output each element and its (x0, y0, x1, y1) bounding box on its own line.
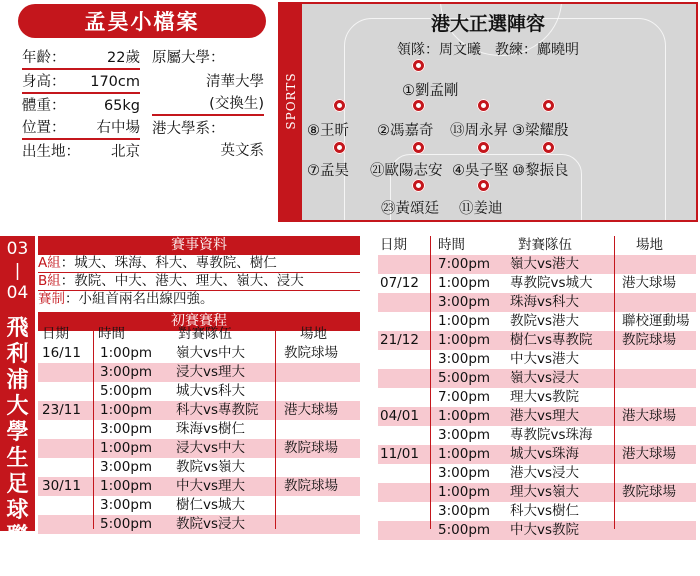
row-venue: 港大球場 (622, 408, 676, 424)
age-label: 年齡： (22, 50, 66, 66)
table-row (378, 255, 696, 274)
weight-row (22, 96, 140, 116)
row-venue: 教院球場 (284, 478, 338, 494)
row-time: 1:00pm (438, 408, 491, 424)
col-venue: 場地 (300, 326, 327, 342)
row-teams: 城大vs科大 (176, 383, 246, 399)
format-label: 賽制 (38, 291, 65, 307)
info-header: 賽事資料 (38, 236, 360, 255)
format (38, 291, 360, 308)
schedule-table-right (378, 236, 696, 538)
row-time: 1:00pm (438, 313, 491, 329)
col-teams: 對賽隊伍 (178, 326, 232, 342)
row-venue: 教院球場 (284, 440, 338, 456)
hku-dept-value: 英文系 (220, 143, 264, 159)
row-time: 1:00pm (100, 440, 153, 456)
row-venue: 聯校運動場 (622, 313, 690, 329)
row-time: 1:00pm (438, 275, 491, 291)
player-name: ③梁耀殷 (512, 123, 569, 139)
sports-label: SPORTS (284, 72, 298, 130)
row-time: 3:00pm (100, 364, 153, 380)
table-row (378, 407, 696, 426)
row-time: 1:00pm (438, 446, 491, 462)
group-b (38, 273, 360, 291)
row-teams: 科大vs樹仁 (510, 503, 580, 519)
row-teams: 專教院vs城大 (510, 275, 593, 291)
col-time: 時間 (438, 237, 465, 253)
row-time: 3:00pm (100, 421, 153, 437)
table-row (378, 274, 696, 293)
profile-details (22, 48, 140, 162)
col-venue: 場地 (636, 237, 663, 253)
position-row (22, 118, 140, 140)
row-date: 16/11 (42, 345, 81, 361)
row-time: 3:00pm (100, 459, 153, 475)
table-row (38, 363, 360, 382)
height-row (22, 72, 140, 94)
table-row (38, 458, 360, 477)
row-teams: 浸大vs中大 (176, 440, 246, 456)
row-time: 3:00pm (438, 351, 491, 367)
date-end: 04 (6, 283, 29, 303)
height-label: 身高： (22, 74, 66, 90)
row-teams: 理大vs教院 (510, 389, 580, 405)
row-time: 1:00pm (100, 478, 153, 494)
profile-title: 孟昊小檔案 (18, 4, 266, 38)
group-b-label: B組 (38, 273, 61, 289)
player-name: ㉑歐陽志安 (370, 163, 443, 179)
table-row (378, 388, 696, 407)
table-header (378, 236, 696, 255)
row-time: 5:00pm (100, 383, 153, 399)
table-row (38, 515, 360, 534)
group-a-teams: ：城大、珠海、科大、專教院、樹仁 (60, 255, 277, 271)
row-date: 21/12 (380, 332, 419, 348)
schedule-table-left (38, 325, 360, 532)
row-teams: 樹仁vs城大 (176, 497, 246, 513)
table-row (38, 496, 360, 515)
table-row (378, 350, 696, 369)
row-date: 07/12 (380, 275, 419, 291)
league-side-title (0, 236, 35, 575)
row-time: 7:00pm (438, 256, 491, 272)
hku-dept-label: 港大學系： (152, 121, 225, 137)
row-date: 30/11 (42, 478, 81, 494)
player-ball (412, 99, 425, 112)
row-time: 1:00pm (100, 345, 153, 361)
row-time: 5:00pm (438, 370, 491, 386)
table-row (378, 483, 696, 502)
info-block (38, 236, 360, 331)
table-divider (430, 236, 431, 529)
row-time: 1:00pm (438, 484, 491, 500)
player-name: ①劉孟剛 (402, 83, 459, 99)
league-dates (0, 238, 35, 304)
table-row (378, 293, 696, 312)
row-teams: 教院vs嶺大 (176, 459, 246, 475)
row-venue: 教院球場 (622, 484, 676, 500)
position-value: 右中場 (96, 120, 140, 136)
table-row (378, 331, 696, 350)
player-name: ㉓黃頌廷 (381, 201, 439, 217)
age-row (22, 48, 140, 70)
player-name: ⑧王昕 (307, 123, 349, 139)
col-time: 時間 (98, 326, 125, 342)
format-text: ：小組首兩名出線四強。 (65, 291, 214, 307)
row-teams: 嶺大vs浸大 (510, 370, 580, 386)
table-row (38, 344, 360, 363)
table-row (378, 312, 696, 331)
row-date: 11/01 (380, 446, 419, 462)
row-teams: 城大vs珠海 (510, 446, 580, 462)
uni-value: 清華大學 (206, 74, 264, 90)
row-teams: 珠海vs樹仁 (176, 421, 246, 437)
row-venue: 教院球場 (622, 332, 676, 348)
player-ball (477, 179, 490, 192)
table-divider (614, 236, 615, 529)
player-name: ④吳子堅 (452, 163, 509, 179)
table-row (378, 369, 696, 388)
lineup-panel (278, 2, 698, 222)
lineup-leaders: 領隊：周文曦 教練：鄺曉明 (397, 42, 579, 58)
table-row (38, 382, 360, 401)
group-a (38, 255, 360, 273)
col-teams: 對賽隊伍 (518, 237, 572, 253)
group-b-teams: ：教院、中大、港大、理大、嶺大、浸大 (60, 273, 304, 289)
row-time: 3:00pm (438, 294, 491, 310)
player-ball (477, 141, 490, 154)
player-ball (333, 99, 346, 112)
row-teams: 教院vs港大 (510, 313, 580, 329)
date-separator: | (14, 261, 21, 281)
profile-university (152, 48, 264, 161)
row-time: 5:00pm (438, 522, 491, 538)
table-row (38, 401, 360, 420)
row-venue: 教院球場 (284, 345, 338, 361)
row-time: 3:00pm (100, 497, 153, 513)
row-time: 3:00pm (438, 503, 491, 519)
lineup-title: 港大正選陣容 (430, 13, 545, 35)
row-time: 3:00pm (438, 427, 491, 443)
row-teams: 科大vs專教院 (176, 402, 259, 418)
player-ball (333, 141, 346, 154)
row-teams: 嶺大vs中大 (176, 345, 246, 361)
row-venue: 港大球場 (622, 446, 676, 462)
col-date: 日期 (380, 237, 407, 253)
birthplace-label: 出生地： (22, 144, 80, 160)
row-time: 1:00pm (100, 402, 153, 418)
birthplace-row (22, 142, 140, 162)
row-teams: 浸大vs理大 (176, 364, 246, 380)
table-row (378, 502, 696, 521)
group-a-label: A組 (38, 255, 61, 271)
position-label: 位置： (22, 120, 66, 136)
uni-note: (交換生) (152, 94, 264, 116)
row-teams: 港大vs浸大 (510, 465, 580, 481)
table-divider (93, 325, 94, 529)
birthplace-value: 北京 (111, 144, 140, 160)
row-teams: 中大vs港大 (510, 351, 580, 367)
row-teams: 教院vs浸大 (176, 516, 246, 532)
table-row (38, 477, 360, 496)
row-time: 3:00pm (438, 465, 491, 481)
height-value: 170cm (90, 74, 140, 90)
player-name: ⑪姜迪 (459, 201, 503, 217)
weight-label: 體重： (22, 98, 66, 114)
table-row (38, 439, 360, 458)
uni-label: 原屬大學： (152, 50, 225, 66)
table-row (378, 464, 696, 483)
table-row (378, 426, 696, 445)
player-ball (412, 179, 425, 192)
player-ball (477, 99, 490, 112)
table-row (378, 445, 696, 464)
row-teams: 嶺大vs港大 (510, 256, 580, 272)
player-ball (542, 99, 555, 112)
table-divider (275, 325, 276, 529)
player-name: ⑩黎振良 (512, 163, 569, 179)
league-title: 飛利浦大學生足球聯賽 (6, 316, 29, 575)
player-ball (412, 141, 425, 154)
row-teams: 珠海vs科大 (510, 294, 580, 310)
table-header (38, 325, 360, 344)
schedule-header: 初賽賽程 (38, 312, 360, 331)
row-teams: 中大vs理大 (176, 478, 246, 494)
weight-value: 65kg (103, 98, 140, 114)
table-row (38, 420, 360, 439)
row-time: 7:00pm (438, 389, 491, 405)
row-venue: 港大球場 (622, 275, 676, 291)
age-value: 22歲 (107, 50, 140, 66)
row-teams: 樹仁vs專教院 (510, 332, 593, 348)
row-venue: 港大球場 (284, 402, 338, 418)
row-teams: 專教院vs珠海 (510, 427, 593, 443)
row-date: 23/11 (42, 402, 81, 418)
col-date: 日期 (42, 326, 69, 342)
player-name: ②馮嘉奇 (377, 123, 434, 139)
row-time: 5:00pm (100, 516, 153, 532)
row-time: 1:00pm (438, 332, 491, 348)
row-teams: 港大vs理大 (510, 408, 580, 424)
row-date: 04/01 (380, 408, 419, 424)
row-teams: 理大vs嶺大 (510, 484, 580, 500)
player-name: ⑦孟昊 (307, 163, 349, 179)
player-ball (412, 59, 425, 72)
sports-strip (280, 4, 302, 220)
row-teams: 中大vs教院 (510, 522, 580, 538)
date-start: 03 (6, 239, 29, 259)
player-name: ⑬周永昇 (450, 123, 508, 139)
player-ball (542, 141, 555, 154)
